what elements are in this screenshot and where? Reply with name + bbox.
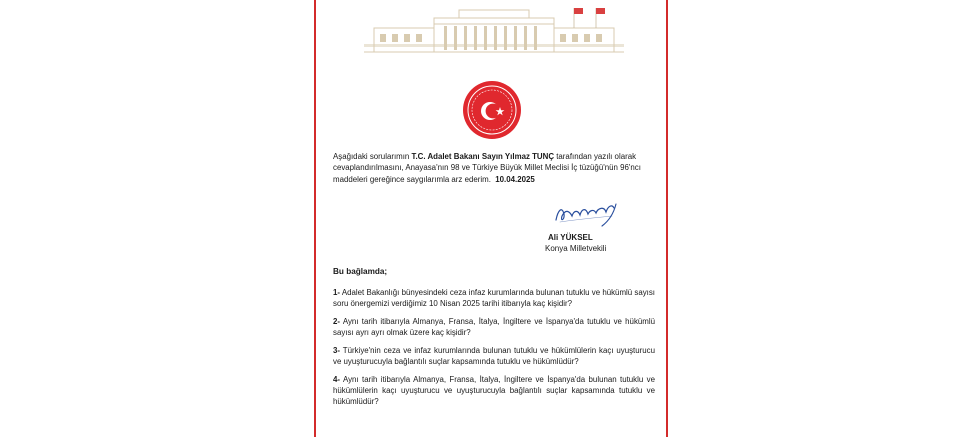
intro-part1: Aşağıdaki sorularımın [333,152,412,161]
question-item [333,316,655,338]
section-heading: Bu bağlamda; [333,267,388,276]
question-item [333,345,655,367]
question-number: 1- [333,288,341,297]
question-text: Aynı tarih itibarıyla Almanya, Fransa, İtalya, İngiltere ve İspanya'da tutuklu ve hükümlü sayısı ayrı ayrı olmak üzere kaç kişidir? [333,317,655,337]
question-number: 4- [333,375,341,384]
tbmm-seal-icon [462,80,522,140]
signer-title: Konya Milletvekili [545,244,607,253]
question-number: 2- [333,317,341,326]
minister-name: T.C. Adalet Bakanı Sayın Yılmaz TUNÇ [411,152,555,161]
document-page [314,0,668,437]
document-date: 10.04.2025 [495,174,535,184]
signer-block [546,232,656,254]
question-item [333,287,655,309]
question-item [333,374,655,407]
handwritten-signature-icon [552,200,632,228]
question-list [333,287,655,414]
question-number: 3- [333,346,341,355]
signer-name: Ali YÜKSEL [548,233,593,242]
parliament-building-banner-icon [364,4,624,56]
question-text: Türkiye'nin ceza ve infaz kurumlarında bulunan tutuklu ve hükümlülerin kaçı uyuşturucu ve uyuşturucuyla bağlantılı suçlar kapsamında tutuklu ve hükümlüdür? [333,346,655,366]
question-text: Adalet Bakanlığı bünyesindeki ceza infaz kurumlarında bulunan tutuklu ve hükümlü sayısı soru önergemizi verdiğimiz 10 Nisan 2025 tarihi itibarıyla kaç kişidir? [333,288,655,308]
intro-paragraph [333,151,653,185]
intro-part2: tarafından yazılı olarak cevaplandırılmasını, Anayasa'nın 98 ve Türkiye Büyük Millet Meclisi İç tüzüğü'nün 96'ncı maddeleri gereğince saygılarımla arz ederim. [333,152,641,184]
question-text: Aynı tarih itibarıyla Almanya, Fransa, İtalya, İngiltere ve İspanya'da bulunan tutuklu ve hükümlülerin kaçı uyuşturucu ve uyuşturucuyla bağlantılı suçlar kapsamında tutuklu ve hükümlüdür? [333,375,655,406]
